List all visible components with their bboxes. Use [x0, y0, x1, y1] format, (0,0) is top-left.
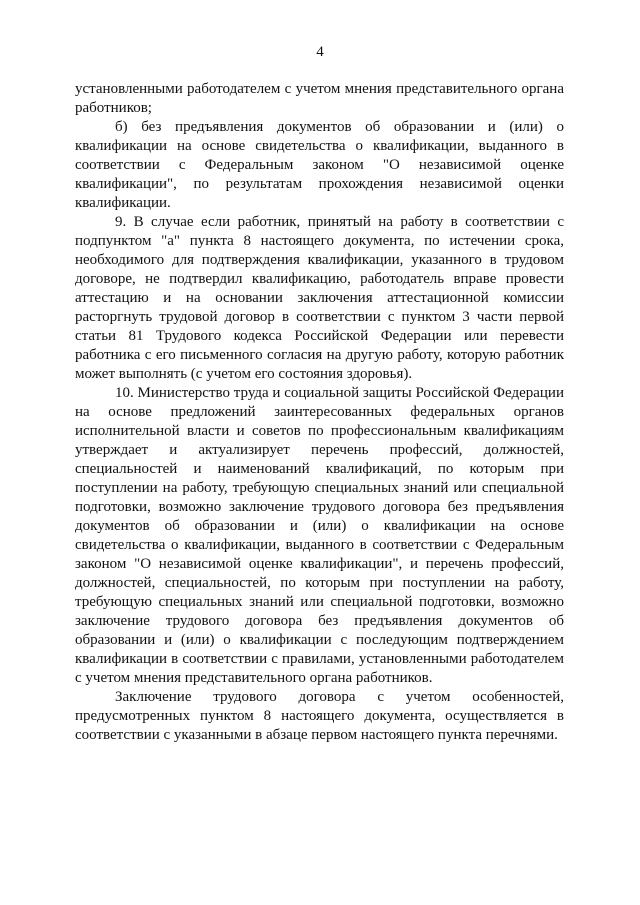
document-body	[75, 80, 564, 745]
paragraph-continuation: установленными работодателем с учетом мнения представительного органа работников;	[75, 81, 564, 116]
page-number: 4	[316, 44, 324, 60]
paragraph-conclusion: Заключение трудового договора с учетом особенностей, предусмотренных пунктом 8 настоящего документа, осуществляется в соответствии с указанными в абзаце первом настоящего пункта перечнями.	[75, 689, 564, 743]
paragraph-10: 10. Министерство труда и социальной защиты Российской Федерации на основе предложений заинтересованных федеральных органов исполнительной власти и советов по профессиональным квалификациям утверждает и актуализирует перечень профессий, должностей, специальностей и наименований квалификаций, по которым при поступлении на работу, требующую специальных знаний или специальной подготовки, возможно заключение трудового договора без предъявления документов об образовании и (или) о квалификации на основе свидетельства о квалификации, выданного в соответствии с Федеральным законом "О независимой оценке квалификации", и перечень профессий, должностей, специальностей, по которым при поступлении на работу, требующую специальных знаний или специальной подготовки, возможно заключение трудового договора без предъявления документов об образовании и (или) о квалификации с последующим подтверждением квалификации в соответствии с правилами, установленными работодателем с учетом мнения представительного органа работников.	[75, 385, 564, 686]
paragraph-9: 9. В случае если работник, принятый на работу в соответствии с подпунктом "а" пункта 8 настоящего документа, по истечении срока, необходимого для подтверждения квалификации, указанного в трудовом договоре, не подтвердил квалификацию, работодатель вправе провести аттестацию и на основании заключения аттестационной комиссии расторгнуть трудовой договор в соответствии с пунктом 3 части первой статьи 81 Трудового кодекса Российской Федерации или перевести работника с его письменного согласия на другую работу, которую работник может выполнять (с учетом его состояния здоровья).	[75, 214, 564, 382]
paragraph-item-b: б) без предъявления документов об образовании и (или) о квалификации на основе свидетельства о квалификации, выданного в соответствии с Федеральным законом "О независимой оценке квалификации", по результатам прохождения независимой оценки квалификации.	[75, 119, 564, 211]
